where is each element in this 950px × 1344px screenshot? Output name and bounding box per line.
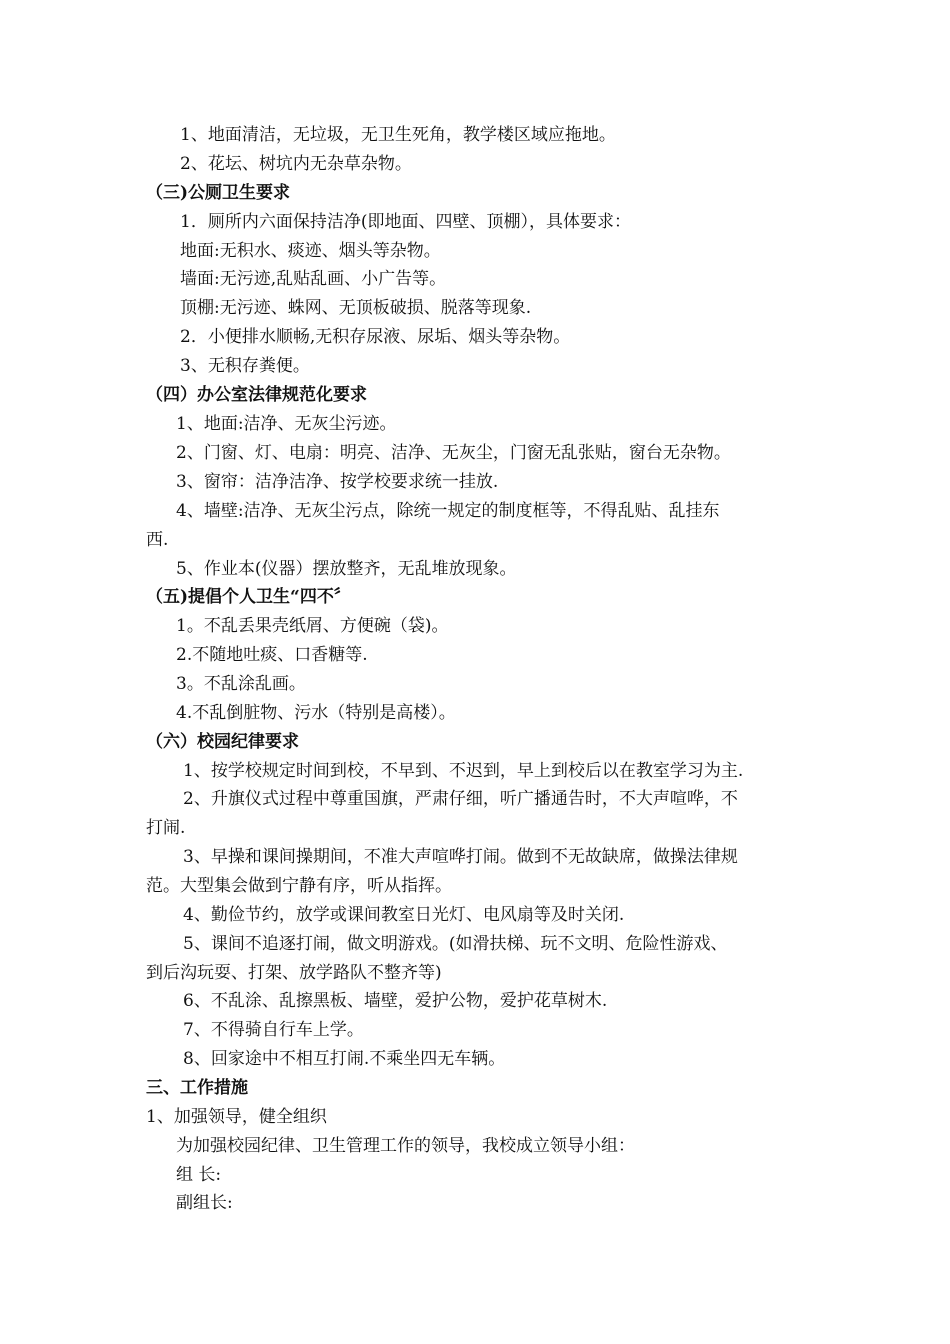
text-line: 4.不乱倒脏物、污水（特别是高楼）。 [176, 703, 456, 723]
section-heading: 三、工作措施 [146, 1078, 248, 1098]
text-line: 组 长: [176, 1165, 222, 1185]
text-line: 1、按学校规定时间到校，不早到、不迟到，早上到校后以在教室学习为主. [183, 761, 744, 781]
text-line: 1。不乱丢果壳纸屑、方便碗（袋)。 [176, 616, 449, 636]
text-line: 打闹. [146, 818, 186, 838]
section-heading: （六）校园纪律要求 [146, 732, 299, 752]
text-line: 副组长: [176, 1193, 233, 1213]
text-line: 3、早操和课间操期间，不准大声喧哗打闹。做到不无故缺席，做操法律规 [183, 847, 738, 867]
text-line: 6、不乱涂、乱擦黑板、墙壁，爱护公物，爱护花草树木. [183, 991, 608, 1011]
text-line: 2、门窗、灯、电扇：明亮、洁净、无灰尘，门窗无乱张贴，窗台无杂物。 [176, 443, 731, 463]
subsection-heading: 1、加强领导，健全组织 [146, 1107, 327, 1127]
text-line: 5、课间不追逐打闹，做文明游戏。(如滑扶梯、玩不文明、危险性游戏、 [183, 934, 728, 954]
text-line: 顶棚:无污迹、蛛网、无顶板破损、脱落等现象. [180, 298, 532, 318]
text-line: 3、窗帘：洁净洁净、按学校要求统一挂放. [176, 472, 499, 492]
text-line: 为加强校园纪律、卫生管理工作的领导，我校成立领导小组： [176, 1136, 635, 1156]
text-line: 1、地面清洁，无垃圾，无卫生死角，教学楼区域应拖地。 [180, 125, 616, 145]
section-heading: （五)提倡个人卫生“四不〞 [146, 587, 351, 607]
text-line: 2．小便排水顺畅,无积存尿液、尿垢、烟头等杂物。 [180, 327, 571, 347]
text-line: 3、无积存粪便。 [180, 356, 310, 376]
text-line: 2、花坛、树坑内无杂草杂物。 [180, 154, 412, 174]
text-line: 2.不随地吐痰、口香糖等. [176, 645, 368, 665]
text-line: 1、地面:洁净、无灰尘污迹。 [176, 414, 397, 434]
text-line: 2、升旗仪式过程中尊重国旗，严肃仔细，听广播通告时，不大声喧哗，不 [183, 789, 738, 809]
text-line: 西. [146, 530, 169, 550]
text-line: 8、回家途中不相互打闹.不乘坐四无车辆。 [183, 1049, 506, 1069]
text-line: 到后沟玩耍、打架、放学路队不整齐等) [146, 963, 442, 983]
text-line: 3。不乱涂乱画。 [176, 674, 306, 694]
section-heading: （三)公厕卫生要求 [146, 183, 291, 203]
text-line: 4、墙壁:洁净、无灰尘污点，除统一规定的制度框等，不得乱贴、乱挂东 [176, 501, 720, 521]
text-line: 4、勤俭节约，放学或课间教室日光灯、电风扇等及时关闭. [183, 905, 625, 925]
text-line: 5、作业本(仪器）摆放整齐，无乱堆放现象。 [176, 559, 517, 579]
text-line: 墙面:无污迹,乱贴乱画、小广告等。 [180, 269, 447, 289]
text-line: 地面:无积水、痰迹、烟头等杂物。 [180, 241, 441, 261]
text-line: 范。大型集会做到宁静有序，听从指挥。 [146, 876, 452, 896]
text-line: 7、不得骑自行车上学。 [183, 1020, 364, 1040]
section-heading: （四）办公室法律规范化要求 [146, 385, 367, 405]
text-line: 1．厕所内六面保持洁净(即地面、四壁、顶棚），具体要求： [180, 212, 631, 232]
